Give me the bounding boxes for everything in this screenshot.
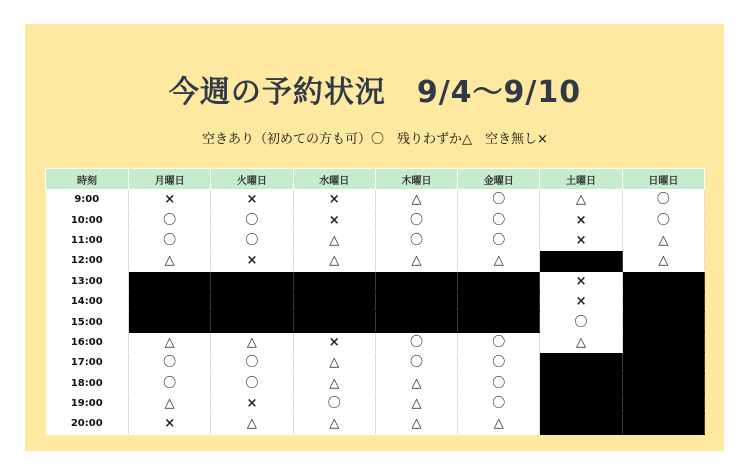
- unavailable-block-sunday: [622, 393, 704, 413]
- unavailable-block-sunday: [622, 414, 704, 434]
- unavailable-block-sunday: [622, 353, 704, 373]
- table-row: [46, 291, 705, 311]
- status-cell-thursday: △: [375, 414, 457, 434]
- table-row: [46, 230, 705, 250]
- header-wednesday: 水曜日: [293, 169, 375, 190]
- status-cell-friday: 〇: [458, 210, 540, 230]
- status-cell-wednesday: △: [293, 353, 375, 373]
- unavailable-block-friday: [458, 291, 540, 311]
- unavailable-block-monday: [129, 271, 211, 291]
- status-cell-tuesday: ×: [211, 190, 293, 210]
- status-cell-wednesday: 〇: [293, 393, 375, 413]
- status-cell-friday: △: [458, 251, 540, 271]
- status-cell-thursday: △: [375, 251, 457, 271]
- status-cell-wednesday: ×: [293, 332, 375, 352]
- status-cell-monday: △: [129, 393, 211, 413]
- unavailable-block-wednesday: [293, 312, 375, 332]
- status-cell-wednesday: ×: [293, 210, 375, 230]
- status-cell-thursday: 〇: [375, 230, 457, 250]
- status-cell-wednesday: ×: [293, 190, 375, 210]
- unavailable-block-sunday: [622, 271, 704, 291]
- table-row: [46, 210, 705, 230]
- status-cell-thursday: △: [375, 373, 457, 393]
- time-slot-label: 9:00: [46, 190, 129, 210]
- unavailable-block-thursday: [375, 271, 457, 291]
- status-cell-monday: 〇: [129, 353, 211, 373]
- unavailable-block-sunday: [622, 373, 704, 393]
- status-cell-friday: 〇: [458, 190, 540, 210]
- status-cell-friday: 〇: [458, 332, 540, 352]
- time-slot-label: 13:00: [46, 271, 129, 291]
- status-cell-wednesday: △: [293, 373, 375, 393]
- header-sunday: 日曜日: [622, 169, 704, 190]
- status-cell-saturday: ×: [540, 210, 622, 230]
- status-cell-monday: ×: [129, 414, 211, 434]
- table-row: [46, 251, 705, 271]
- unavailable-block-wednesday: [293, 291, 375, 311]
- status-cell-tuesday: 〇: [211, 210, 293, 230]
- time-slot-label: 18:00: [46, 373, 129, 393]
- status-cell-sunday: 〇: [622, 210, 704, 230]
- time-slot-label: 11:00: [46, 230, 129, 250]
- status-cell-thursday: △: [375, 393, 457, 413]
- status-cell-thursday: 〇: [375, 210, 457, 230]
- status-cell-wednesday: △: [293, 414, 375, 434]
- status-cell-thursday: △: [375, 190, 457, 210]
- status-cell-monday: △: [129, 251, 211, 271]
- status-cell-sunday: 〇: [622, 190, 704, 210]
- status-cell-saturday: △: [540, 190, 622, 210]
- status-cell-tuesday: 〇: [211, 353, 293, 373]
- status-cell-saturday: △: [540, 332, 622, 352]
- status-cell-sunday: △: [622, 251, 704, 271]
- status-cell-monday: ×: [129, 190, 211, 210]
- status-cell-tuesday: △: [211, 332, 293, 352]
- header-time: 時刻: [46, 169, 129, 190]
- unavailable-block-monday: [129, 312, 211, 332]
- status-cell-tuesday: ×: [211, 393, 293, 413]
- unavailable-block-saturday: [540, 414, 622, 434]
- status-cell-tuesday: 〇: [211, 373, 293, 393]
- header-row: [46, 169, 705, 190]
- unavailable-block-tuesday: [211, 312, 293, 332]
- status-cell-wednesday: △: [293, 251, 375, 271]
- time-slot-label: 15:00: [46, 312, 129, 332]
- unavailable-block-friday: [458, 271, 540, 291]
- status-cell-thursday: 〇: [375, 353, 457, 373]
- table-row: [46, 332, 705, 352]
- status-cell-friday: △: [458, 414, 540, 434]
- header-thursday: 木曜日: [375, 169, 457, 190]
- status-cell-saturday: ×: [540, 271, 622, 291]
- status-cell-tuesday: ×: [211, 251, 293, 271]
- time-slot-label: 12:00: [46, 251, 129, 271]
- time-slot-label: 10:00: [46, 210, 129, 230]
- unavailable-block-sunday: [622, 291, 704, 311]
- table-row: [46, 190, 705, 210]
- time-slot-label: 16:00: [46, 332, 129, 352]
- status-cell-saturday: ×: [540, 291, 622, 311]
- unavailable-block-saturday: [540, 373, 622, 393]
- table-row: [46, 312, 705, 332]
- unavailable-block-sunday: [622, 332, 704, 352]
- availability-legend: 空きあり（初めての方も可）〇 残りわずか△ 空き無し×: [202, 132, 548, 147]
- status-cell-thursday: 〇: [375, 332, 457, 352]
- status-cell-saturday: ×: [540, 230, 622, 250]
- header-friday: 金曜日: [458, 169, 540, 190]
- unavailable-block-monday: [129, 291, 211, 311]
- reservation-table: [45, 168, 705, 435]
- unavailable-block-thursday: [375, 291, 457, 311]
- page-title: 今週の予約状況 9/4～9/10: [168, 75, 582, 110]
- status-cell-friday: 〇: [458, 353, 540, 373]
- status-cell-friday: 〇: [458, 373, 540, 393]
- unavailable-block-friday: [458, 312, 540, 332]
- time-slot-label: 14:00: [46, 291, 129, 311]
- unavailable-block-tuesday: [211, 291, 293, 311]
- status-cell-wednesday: △: [293, 230, 375, 250]
- status-cell-saturday: 〇: [540, 312, 622, 332]
- status-cell-monday: 〇: [129, 210, 211, 230]
- time-slot-label: 20:00: [46, 414, 129, 434]
- unavailable-block-saturday: [540, 393, 622, 413]
- status-cell-monday: 〇: [129, 373, 211, 393]
- time-slot-label: 19:00: [46, 393, 129, 413]
- status-cell-tuesday: △: [211, 414, 293, 434]
- unavailable-block-wednesday: [293, 271, 375, 291]
- table-row: [46, 393, 705, 413]
- status-cell-friday: 〇: [458, 230, 540, 250]
- table-row: [46, 271, 705, 291]
- table-row: [46, 353, 705, 373]
- header-tuesday: 火曜日: [211, 169, 293, 190]
- unavailable-block-saturday: [540, 251, 622, 271]
- table-row: [46, 414, 705, 434]
- status-cell-monday: 〇: [129, 230, 211, 250]
- status-cell-sunday: △: [622, 230, 704, 250]
- unavailable-block-saturday: [540, 353, 622, 373]
- header-saturday: 土曜日: [540, 169, 622, 190]
- unavailable-block-thursday: [375, 312, 457, 332]
- status-cell-friday: 〇: [458, 393, 540, 413]
- status-cell-tuesday: 〇: [211, 230, 293, 250]
- table-row: [46, 373, 705, 393]
- table-body: [46, 190, 705, 435]
- unavailable-block-tuesday: [211, 271, 293, 291]
- time-slot-label: 17:00: [46, 353, 129, 373]
- unavailable-block-sunday: [622, 312, 704, 332]
- status-cell-monday: △: [129, 332, 211, 352]
- header-monday: 月曜日: [129, 169, 211, 190]
